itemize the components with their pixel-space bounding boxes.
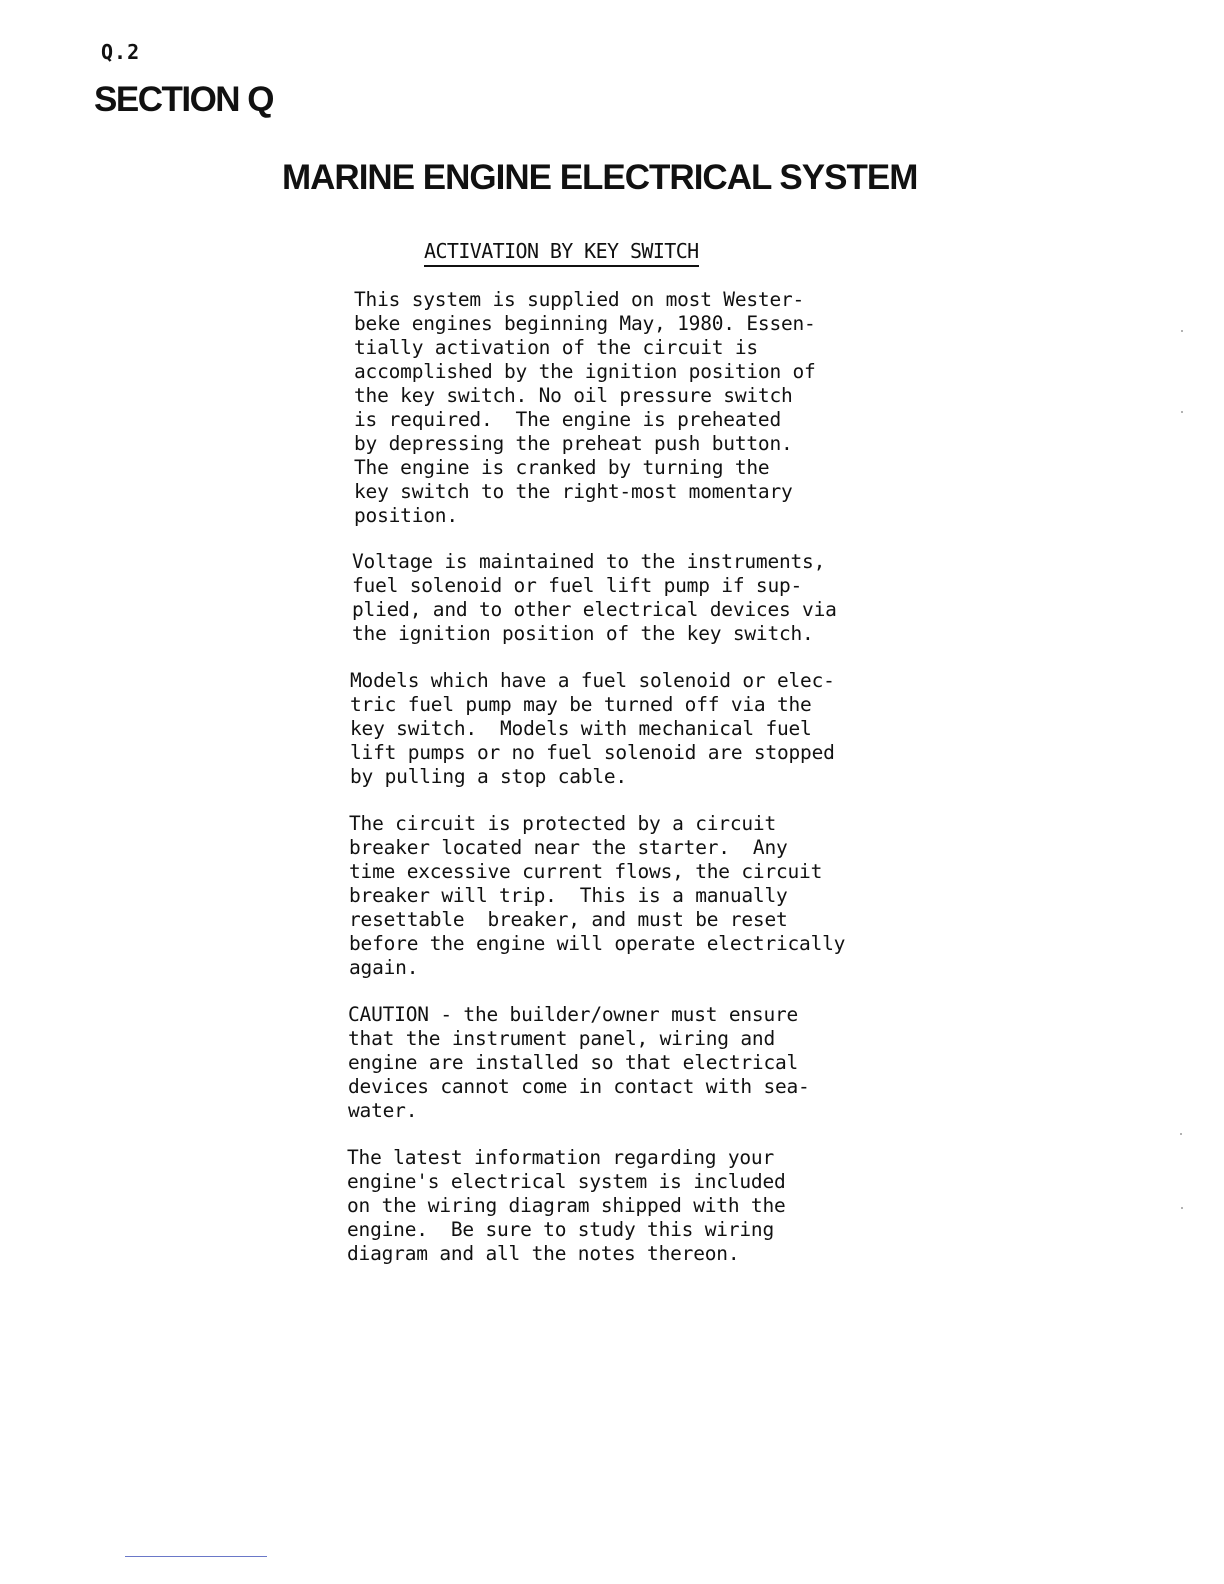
text-line: This system is supplied on most Wester- [354,288,805,311]
scan-speck [1180,1133,1182,1135]
text-line: plied, and to other electrical devices via [352,598,837,621]
text-line: The circuit is protected by a circuit [349,812,776,835]
text-line: beke engines beginning May, 1980. Essen- [354,312,816,335]
text-line: devices cannot come in contact with sea- [348,1075,810,1098]
paragraph-circuit-breaker [349,812,845,980]
paragraph-system-supplied [354,288,816,528]
text-line: key switch to the right-most momentary [354,480,793,503]
paragraph-caution [348,1003,810,1123]
text-line: Voltage is maintained to the instruments, [352,550,826,573]
text-line: before the engine will operate electrically [349,932,846,955]
bottom-rule [125,1556,267,1557]
text-line: engine. Be sure to study this wiring [347,1218,774,1241]
scan-speck [1181,330,1183,332]
text-line: tric fuel pump may be turned off via the [350,693,812,716]
text-line: Models which have a fuel solenoid or elec- [350,669,835,692]
page-number: Q.2 [101,40,141,64]
text-line: key switch. Models with mechanical fuel [350,717,812,740]
text-line: that the instrument panel, wiring and [348,1027,775,1050]
text-line: breaker will trip. This is a manually [349,884,788,907]
paragraph-voltage [352,550,837,646]
paragraph-models [350,669,835,789]
main-title: MARINE ENGINE ELECTRICAL SYSTEM [282,158,918,197]
text-line: again. [349,956,419,979]
scan-speck [1181,1207,1183,1209]
text-line: The engine is cranked by turning the [354,456,770,479]
text-line: is required. The engine is preheated [354,408,781,431]
text-line: lift pumps or no fuel solenoid are stopped [350,741,835,764]
text-line: by pulling a stop cable. [350,765,627,788]
text-line: The latest information regarding your [347,1146,774,1169]
paragraph-latest-info [347,1146,786,1266]
text-line: the ignition position of the key switch. [352,622,814,645]
text-line: resettable breaker, and must be reset [349,908,788,931]
text-line: on the wiring diagram shipped with the [347,1194,786,1217]
text-line: engine are installed so that electrical [348,1051,799,1074]
text-line: diagram and all the notes thereon. [347,1242,740,1265]
section-title: SECTION Q [94,80,274,119]
text-line: the key switch. No oil pressure switch [354,384,793,407]
text-line: fuel solenoid or fuel lift pump if sup- [352,574,803,597]
text-line: water. [348,1099,418,1122]
text-line: by depressing the preheat push button. [354,432,793,455]
text-line: engine's electrical system is included [347,1170,786,1193]
text-line: position. [354,504,458,527]
text-line: tially activation of the circuit is [354,336,758,359]
text-line: breaker located near the starter. Any [349,836,788,859]
scan-speck [1181,411,1183,413]
text-line: accomplished by the ignition position of [354,360,816,383]
subheading: ACTIVATION BY KEY SWITCH [424,239,699,267]
text-line: CAUTION - the builder/owner must ensure [348,1003,799,1026]
text-line: time excessive current flows, the circuit [349,860,823,883]
